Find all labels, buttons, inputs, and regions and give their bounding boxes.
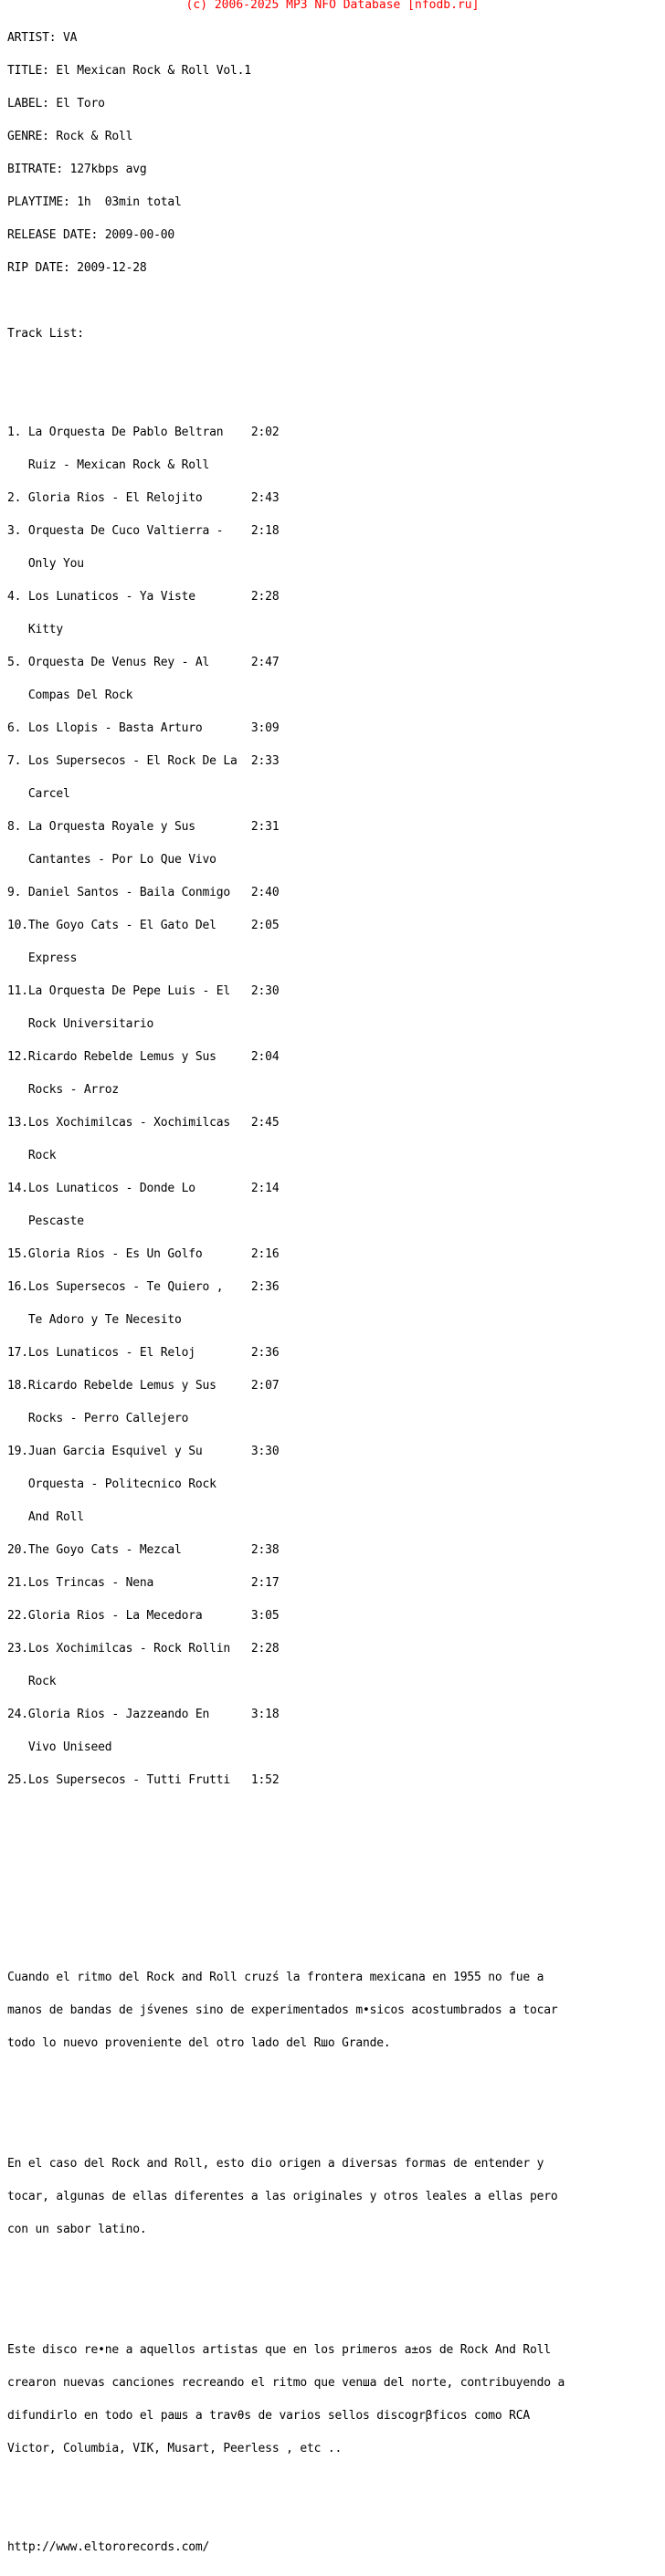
paragraph-line: crearon nuevas canciones recreando el ritmo que venшa del norte, contribuyendo a (7, 2376, 565, 2390)
track-line: And Roll (7, 1510, 84, 1524)
track-line: 21.Los Trincas - Nena 2:17 (7, 1576, 280, 1590)
paragraph-line: En el caso del Rock and Roll, esto dio origen a diversas formas de entender y (7, 2157, 544, 2171)
release-date-line: RELEASE DATE: 2009-00-00 (7, 228, 175, 242)
description-paragraph-2 (7, 2137, 565, 2257)
track-list (7, 405, 565, 1808)
track-line: 20.The Goyo Cats - Mezcal 2:38 (7, 1543, 280, 1557)
track-line: Kitty (7, 623, 64, 636)
track-line: 22.Gloria Rios - La Mecedora 3:05 (7, 1609, 280, 1623)
track-line: Orquesta - Politecnico Rock (7, 1477, 216, 1491)
track-line: 6. Los Llopis - Basta Arturo 3:09 (7, 721, 280, 735)
track-line: Rocks - Perro Callejero (7, 1412, 189, 1425)
track-line: 7. Los Supersecos - El Rock De La 2:33 (7, 754, 280, 768)
track-line: Rock (7, 1149, 57, 1162)
track-line: 13.Los Xochimilcas - Xochimilcas 2:45 (7, 1116, 280, 1130)
rip-date-line: RIP DATE: 2009-12-28 (7, 261, 147, 275)
blank-line (7, 2093, 565, 2104)
track-line: Carcel (7, 787, 70, 801)
track-line: 11.La Orquesta De Pepe Luis - El 2:30 (7, 984, 280, 998)
nfo-text (7, 11, 565, 2575)
track-line: Cantantes - Por Lo Que Vivo (7, 853, 216, 867)
track-line: Express (7, 952, 78, 965)
track-line: 5. Orquesta De Venus Rey - Al 2:47 (7, 656, 280, 669)
paragraph-line: Victor, Columbia, VIK, Musart, Peerless , etc .. (7, 2442, 343, 2455)
site-header: (c) 2006-2025 MP3 NFO Database [nfodb.ru] (185, 0, 480, 12)
blank-line (7, 2279, 565, 2290)
track-line: 14.Los Lunaticos - Donde Lo 2:14 (7, 1182, 280, 1195)
paragraph-line: todo lo nuevo proveniente del otro lado del Rшo Grande. (7, 2036, 391, 2050)
blank-line (7, 362, 565, 373)
track-line: Compas Del Rock (7, 689, 133, 702)
track-line: 24.Gloria Rios - Jazzeando En 3:18 (7, 1708, 280, 1721)
blank-line (7, 1841, 565, 1852)
description-paragraph-1 (7, 1950, 565, 2071)
track-line: 9. Daniel Santos - Baila Conmigo 2:40 (7, 886, 280, 899)
track-line: 4. Los Lunaticos - Ya Viste 2:28 (7, 590, 280, 604)
track-line: 3. Orquesta De Cuco Valtierra - 2:18 (7, 524, 280, 538)
track-line: 19.Juan Garcia Esquivel y Su 3:30 (7, 1445, 280, 1458)
paragraph-line: tocar, algunas de ellas diferentes a las originales y otros leales a ellas pero (7, 2190, 558, 2203)
track-line: Only You (7, 557, 84, 571)
genre-line: GENRE: Rock & Roll (7, 130, 133, 143)
track-line: 23.Los Xochimilcas - Rock Rollin 2:28 (7, 1642, 280, 1656)
track-line: 17.Los Lunaticos - El Reloj 2:36 (7, 1346, 280, 1360)
tracklist-heading: Track List: (7, 327, 84, 341)
blank-line (7, 1907, 565, 1918)
blank-line (7, 2498, 565, 2509)
blank-line (7, 296, 565, 307)
track-line: Rock (7, 1675, 57, 1688)
track-line: 10.The Goyo Cats - El Gato Del 2:05 (7, 919, 280, 932)
track-line: 2. Gloria Rios - El Relojito 2:43 (7, 491, 280, 505)
description-paragraph-3 (7, 2323, 565, 2476)
track-line: 12.Ricardo Rebelde Lemus y Sus 2:04 (7, 1050, 280, 1064)
track-line: 25.Los Supersecos - Tutti Frutti 1:52 (7, 1773, 280, 1787)
artist-line: ARTIST: VA (7, 31, 78, 45)
paragraph-line: manos de bandas de jśvenes sino de experimentados m•sicos acostumbrados a tocar (7, 2003, 558, 2017)
paragraph-line: difundirlo en todo el paшs a travθs de varios sellos discogrβficos como RCA (7, 2409, 530, 2423)
track-line: Rocks - Arroz (7, 1083, 120, 1097)
label-line: LABEL: El Toro (7, 97, 105, 110)
blank-line (7, 1874, 565, 1885)
track-line: 8. La Orquesta Royale y Sus 2:31 (7, 820, 280, 834)
track-line: Ruiz - Mexican Rock & Roll (7, 458, 210, 472)
bitrate-line: BITRATE: 127kbps avg (7, 163, 147, 176)
track-line: 16.Los Supersecos - Te Quiero , 2:36 (7, 1280, 280, 1294)
track-line: 18.Ricardo Rebelde Lemus y Sus 2:07 (7, 1379, 280, 1393)
track-line: 15.Gloria Rios - Es Un Golfo 2:16 (7, 1247, 280, 1261)
track-line: Rock Universitario (7, 1017, 154, 1031)
paragraph-line: Este disco re•ne a aquellos artistas que en los primeros a±os de Rock And Roll (7, 2343, 551, 2357)
website-url: http://www.eltororecords.com/ (7, 2540, 210, 2554)
title-line: TITLE: El Mexican Rock & Roll Vol.1 (7, 64, 251, 78)
track-line: Te Adoro y Te Necesito (7, 1313, 182, 1327)
track-line: 1. La Orquesta De Pablo Beltran 2:02 (7, 426, 280, 439)
paragraph-line: Cuando el ritmo del Rock and Roll cruzś la frontera mexicana en 1955 no fue a (7, 1971, 544, 1984)
track-line: Pescaste (7, 1214, 84, 1228)
paragraph-line: con un sabor latino. (7, 2223, 147, 2236)
playtime-line: PLAYTIME: 1h 03min total (7, 195, 182, 209)
track-line: Vivo Uniseed (7, 1740, 112, 1754)
